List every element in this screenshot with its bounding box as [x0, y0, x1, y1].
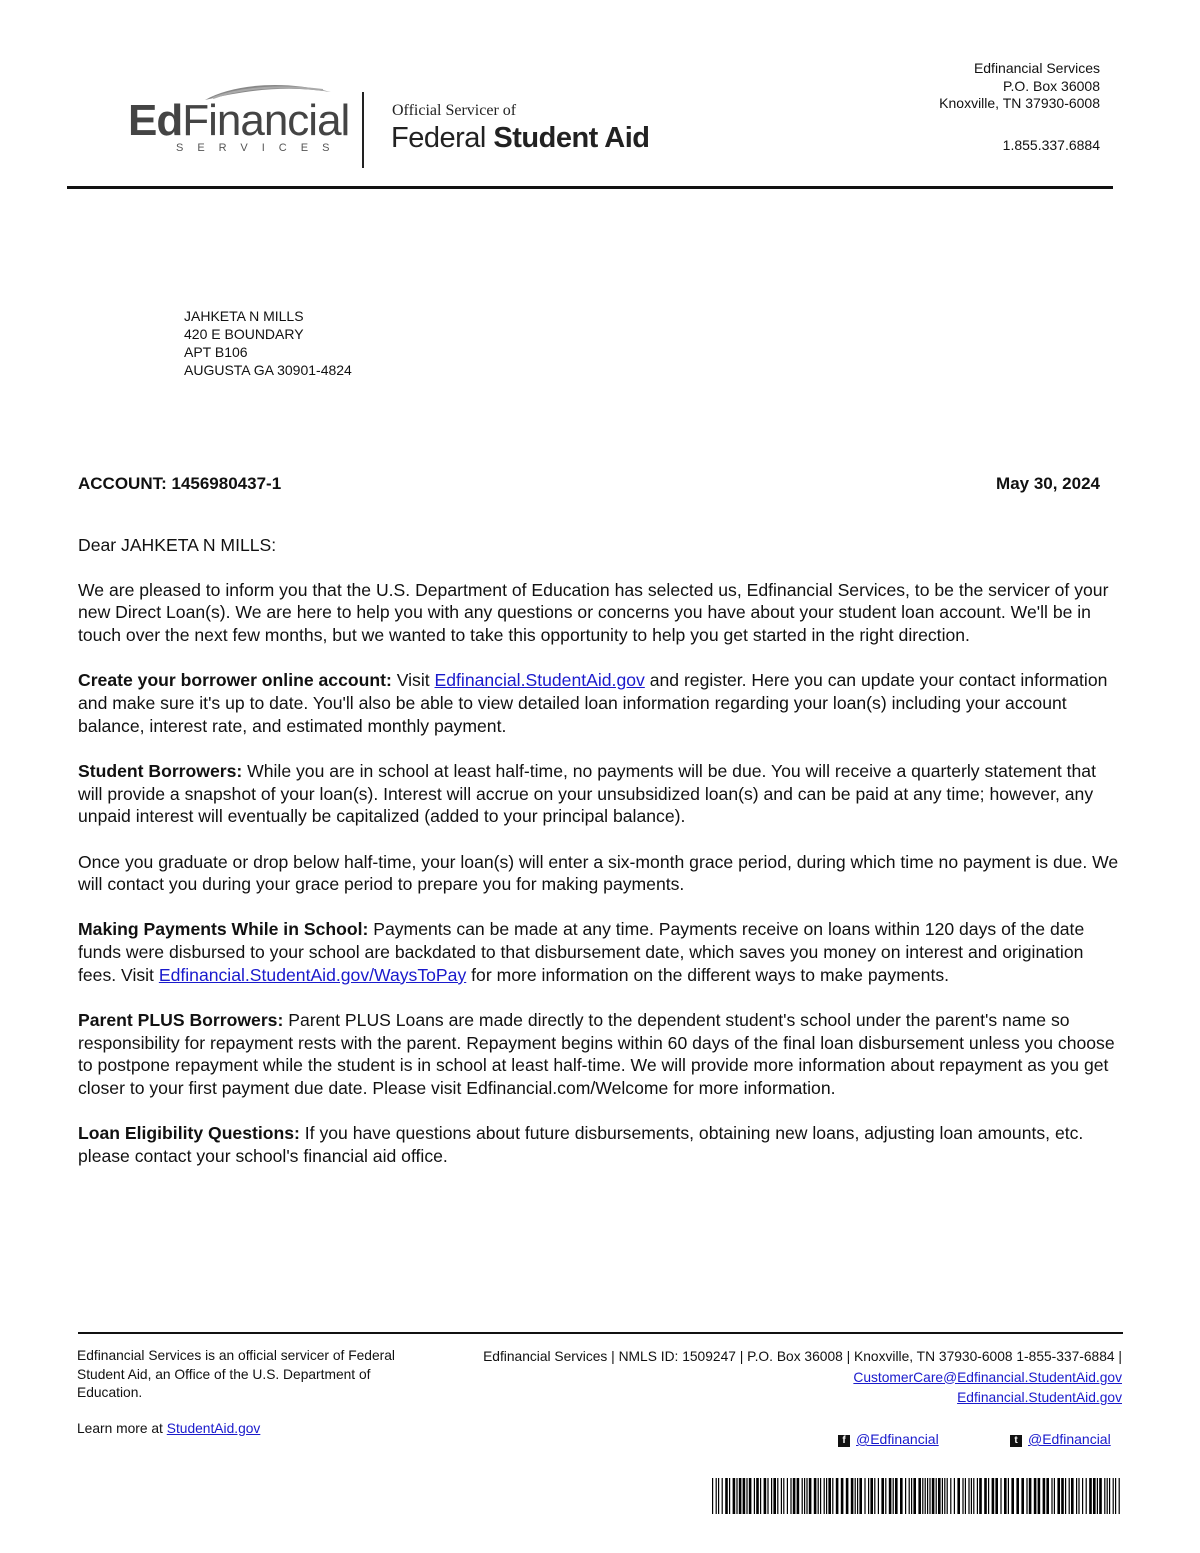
barcode-bar — [965, 1478, 966, 1514]
barcode-bar — [1093, 1478, 1096, 1514]
logo-financial: Financial — [182, 96, 350, 145]
barcode-bar — [1029, 1478, 1032, 1514]
learn-more-label: Learn more at — [77, 1421, 163, 1436]
barcode-bar — [809, 1478, 812, 1514]
barcode-bar — [1097, 1478, 1098, 1514]
facebook-social — [838, 1431, 939, 1447]
barcode-bar — [841, 1478, 844, 1514]
student-borrowers-text: While you are in school at least half-time, no payments will be due. You will receive a quarterly statement that will provide a snapshot of your loan(s). Interest will accrue on your unsubsidized loan(s) and can be paid at any time; however, any unpaid interest will eventually be capitalized (added to your principal balance). — [78, 760, 1096, 827]
barcode-bar — [881, 1478, 884, 1514]
barcode-bar — [773, 1478, 776, 1514]
barcode-bar — [818, 1478, 819, 1514]
return-address — [939, 60, 1100, 113]
fsa-logo-text — [391, 122, 650, 155]
barcode-bar — [722, 1478, 723, 1514]
edfinancial-logo — [128, 96, 350, 168]
parent-plus-paragraph — [78, 1009, 1123, 1100]
logo-services: SERVICES — [176, 142, 344, 154]
barcode-bar — [1065, 1478, 1066, 1514]
facebook-link[interactable]: @Edfinancial — [856, 1431, 939, 1447]
logo-divider — [362, 92, 364, 168]
barcode-bar — [760, 1478, 761, 1514]
barcode-bar — [864, 1478, 865, 1514]
loan-eligibility-heading: Loan Eligibility Questions: — [78, 1123, 300, 1144]
barcode-bar — [746, 1478, 747, 1514]
barcode-bar — [1054, 1478, 1055, 1514]
account-number: ACCOUNT: 1456980437-1 — [78, 474, 282, 493]
barcode-bar — [1038, 1478, 1041, 1514]
barcode-bar — [802, 1478, 803, 1514]
barcode-bar — [1119, 1478, 1120, 1514]
barcode-bar — [868, 1478, 869, 1514]
barcode-bar — [1026, 1478, 1027, 1514]
barcode-bar — [804, 1478, 805, 1514]
grace-period-paragraph: Once you graduate or drop below half-time, your loan(s) will enter a six-month grace period, during which time no payment is due. We will contact you during your grace period to prepare you for making payments. — [78, 851, 1119, 895]
twitter-link[interactable]: @Edfinancial — [1028, 1431, 1111, 1447]
barcode-bar — [828, 1478, 831, 1514]
barcode-bar — [743, 1478, 746, 1514]
fsa-federal: Federal — [391, 122, 486, 154]
barcode-bar — [781, 1478, 782, 1514]
barcode-bar — [925, 1478, 926, 1514]
ways-to-pay-link[interactable]: Edfinancial.StudentAid.gov/WaysToPay — [158, 964, 467, 985]
create-account-pre: Visit — [396, 670, 430, 691]
barcode-bar — [1071, 1478, 1074, 1514]
barcode-bar — [777, 1478, 778, 1514]
barcode-bar — [736, 1478, 737, 1514]
twitter-social — [1010, 1431, 1111, 1447]
barcode-bar — [836, 1478, 839, 1514]
barcode-bar — [874, 1478, 875, 1514]
barcode-bar — [950, 1478, 951, 1514]
barcode-bar — [1011, 1478, 1014, 1514]
footer-contact — [412, 1347, 1122, 1409]
parent-plus-heading: Parent PLUS Borrowers: — [78, 1010, 284, 1031]
barcode-bar — [1076, 1478, 1077, 1514]
barcode-bar — [857, 1478, 858, 1514]
barcode-bar — [918, 1478, 921, 1514]
barcode-bar — [929, 1478, 930, 1514]
barcode-bar — [979, 1478, 982, 1514]
barcode-bar — [1051, 1478, 1052, 1514]
making-payments-heading: Making Payments While in School: — [78, 919, 369, 940]
barcode-bar — [754, 1478, 755, 1514]
facebook-icon: f — [838, 1435, 850, 1447]
barcode-bar — [1061, 1478, 1064, 1514]
barcode-bar — [900, 1478, 903, 1514]
footer-contact-text: Edfinancial Services | NMLS ID: 1509247 | P.O. Box 36008 | Knoxville, TN 37930-6008 1-855-337-6884 | — [483, 1349, 1122, 1364]
barcode-bar — [771, 1478, 772, 1514]
barcode-bar — [716, 1478, 717, 1514]
recipient-address — [184, 307, 352, 379]
barcode-bar — [712, 1478, 713, 1514]
barcode-bar — [922, 1478, 923, 1514]
recipient-line: JAHKETA N MILLS — [184, 308, 304, 324]
barcode-bar — [725, 1478, 728, 1514]
barcode-bar — [1107, 1478, 1108, 1514]
barcode-bar — [826, 1478, 827, 1514]
return-address-line: Edfinancial Services — [973, 60, 1100, 76]
barcode-bar — [913, 1478, 916, 1514]
barcode-bar — [851, 1478, 854, 1514]
making-payments-post: for more information on the different ways to make payments. — [471, 964, 950, 985]
barcode-bar — [878, 1478, 879, 1514]
barcode-bar — [938, 1478, 941, 1514]
barcode-bar — [729, 1478, 730, 1514]
barcode-bar — [927, 1478, 928, 1514]
barcode-bar — [992, 1478, 995, 1514]
letter-date: May 30, 2024 — [996, 474, 1100, 493]
fsa-student-aid: Student Aid — [493, 122, 650, 154]
barcode-bar — [824, 1478, 825, 1514]
barcode-bar — [968, 1478, 969, 1514]
salutation: Dear JAHKETA N MILLS: — [78, 535, 277, 555]
barcode-bar — [911, 1478, 912, 1514]
barcode-bar — [767, 1478, 768, 1514]
barcode-bar — [733, 1478, 736, 1514]
barcode-bar — [855, 1478, 856, 1514]
barcode-bar — [1004, 1478, 1007, 1514]
studentaid-link[interactable]: StudentAid.gov — [166, 1421, 261, 1436]
barcode-bar — [1113, 1478, 1114, 1514]
barcode-bar — [1046, 1478, 1049, 1514]
barcode-bar — [909, 1478, 910, 1514]
barcode-bar — [756, 1478, 759, 1514]
barcode-bar — [790, 1478, 791, 1514]
letter-body — [78, 534, 1123, 1190]
recipient-line: AUGUSTA GA 30901-4824 — [184, 362, 352, 378]
footer-learn-more — [77, 1421, 260, 1436]
official-servicer-label: Official Servicer of — [392, 102, 517, 119]
create-account-paragraph — [78, 669, 1123, 737]
barcode-bar — [832, 1478, 833, 1514]
header-divider — [67, 186, 1113, 189]
barcode-bar — [893, 1478, 894, 1514]
recipient-line: APT B106 — [184, 344, 248, 360]
barcode-bar — [797, 1478, 800, 1514]
parent-plus-text: Parent PLUS Loans are made directly to the dependent student's school under the parent's name so responsibility for repayment rests with the parent. Repayment begins within 60 days of the final loan disbursement unless you choose to postpone repayment while the student is in school at least half-time. We will provide more information about repayment as you get closer to your first payment due date. Please visit Edfinancial.com/Welcome for more information. — [78, 1010, 1115, 1099]
barcode-bar — [1089, 1478, 1092, 1514]
barcode-bar — [870, 1478, 873, 1514]
return-address-line: P.O. Box 36008 — [1002, 77, 1100, 94]
create-account-heading: Create your borrower online account: — [78, 670, 392, 691]
barcode-bar — [954, 1478, 955, 1514]
barcode-bar — [988, 1478, 989, 1514]
barcode-bar — [957, 1478, 960, 1514]
barcode-bar — [895, 1478, 898, 1514]
barcode-bar — [962, 1478, 963, 1514]
barcode-bar — [1034, 1478, 1037, 1514]
barcode-bar — [1099, 1478, 1102, 1514]
barcode-bar — [936, 1478, 937, 1514]
barcode-bar — [932, 1478, 935, 1514]
create-account-post: and register. Here you can update your contact information and make sure it's up to date. You'll also be able to view detailed loan information regarding your loan(s) including your account balance, interest rate, and estimated monthly payment. — [78, 670, 1108, 736]
footer-disclaimer: Edfinancial Services is an official servicer of Federal Student Aid, an Office of the U.S. Department of Education. — [77, 1348, 395, 1400]
barcode-bar — [942, 1478, 943, 1514]
barcode-bar — [1104, 1478, 1105, 1514]
student-borrowers-paragraph — [78, 760, 1123, 828]
barcode-bar — [1043, 1478, 1046, 1514]
loan-eligibility-paragraph — [78, 1122, 1123, 1167]
barcode-bar — [984, 1478, 987, 1514]
barcode-bar — [814, 1478, 817, 1514]
barcode-bar — [1069, 1478, 1070, 1514]
barcode-bar — [944, 1478, 945, 1514]
return-address-line: Knoxville, TN 37930-6008 — [939, 95, 1100, 111]
barcode-bar — [1109, 1478, 1110, 1514]
barcode-bar — [820, 1478, 821, 1514]
footer-divider — [78, 1332, 1123, 1334]
barcode-bar — [1115, 1478, 1116, 1514]
barcode-bar — [889, 1478, 892, 1514]
barcode-bar — [783, 1478, 784, 1514]
barcode-bar — [973, 1478, 974, 1514]
intro-paragraph: We are pleased to inform you that the U.S. Department of Education has selected us, Edfinancial Services, to be the servicer of your new Direct Loan(s). We are here to help you with any questions or concerns you have about your student loan account. We'll be in touch over the next few months, but we wanted to take this opportunity to help you get started in the right direction. — [78, 579, 1109, 646]
barcode-bar — [764, 1478, 767, 1514]
barcode-bar — [787, 1478, 788, 1514]
barcode-bar — [885, 1478, 886, 1514]
loan-eligibility-text: If you have questions about future disbursements, obtaining new loans, adjusting loan amounts, etc. please contact your school's financial aid office. — [78, 1123, 1084, 1167]
barcode-bar — [977, 1478, 978, 1514]
student-borrowers-heading: Student Borrowers: — [78, 760, 243, 781]
making-payments-paragraph — [78, 918, 1123, 986]
barcode-bar — [947, 1478, 948, 1514]
edfinancial-site-link[interactable]: Edfinancial.StudentAid.gov — [957, 1390, 1122, 1405]
logo-ed: Ed — [128, 96, 183, 145]
barcode-bar — [1057, 1478, 1060, 1514]
barcode-bar — [1078, 1478, 1079, 1514]
postal-barcode — [712, 1478, 1122, 1514]
barcode-bar — [1082, 1478, 1083, 1514]
barcode-bar — [749, 1478, 752, 1514]
barcode-bar — [1000, 1478, 1001, 1514]
barcode-bar — [793, 1478, 796, 1514]
barcode-bar — [1016, 1478, 1019, 1514]
recipient-line: 420 E BOUNDARY — [184, 326, 304, 342]
twitter-icon: t — [1010, 1435, 1022, 1447]
barcode-bar — [806, 1478, 807, 1514]
swoosh-icon — [203, 82, 333, 104]
barcode-bar — [995, 1478, 998, 1514]
barcode-bar — [971, 1478, 972, 1514]
barcode-bar — [739, 1478, 742, 1514]
barcode-bar — [846, 1478, 849, 1514]
making-payments-pre: Payments can be made at any time. Payments receive on loans within 120 days of the date funds were disbursed to your school are backdated to that disbursement date, which saves you money on interest and origination fees. Visit — [78, 919, 1085, 985]
barcode-bar — [905, 1478, 906, 1514]
customer-care-email-link[interactable]: CustomerCare@Edfinancial.StudentAid.gov — [853, 1369, 1122, 1385]
barcode-bar — [1086, 1478, 1087, 1514]
barcode-bar — [1021, 1478, 1024, 1514]
return-phone: 1.855.337.6884 — [1002, 137, 1100, 153]
barcode-bar — [1008, 1478, 1009, 1514]
edfinancial-portal-link[interactable]: Edfinancial.StudentAid.gov — [434, 670, 645, 691]
barcode-bar — [718, 1478, 719, 1514]
barcode-bar — [859, 1478, 862, 1514]
